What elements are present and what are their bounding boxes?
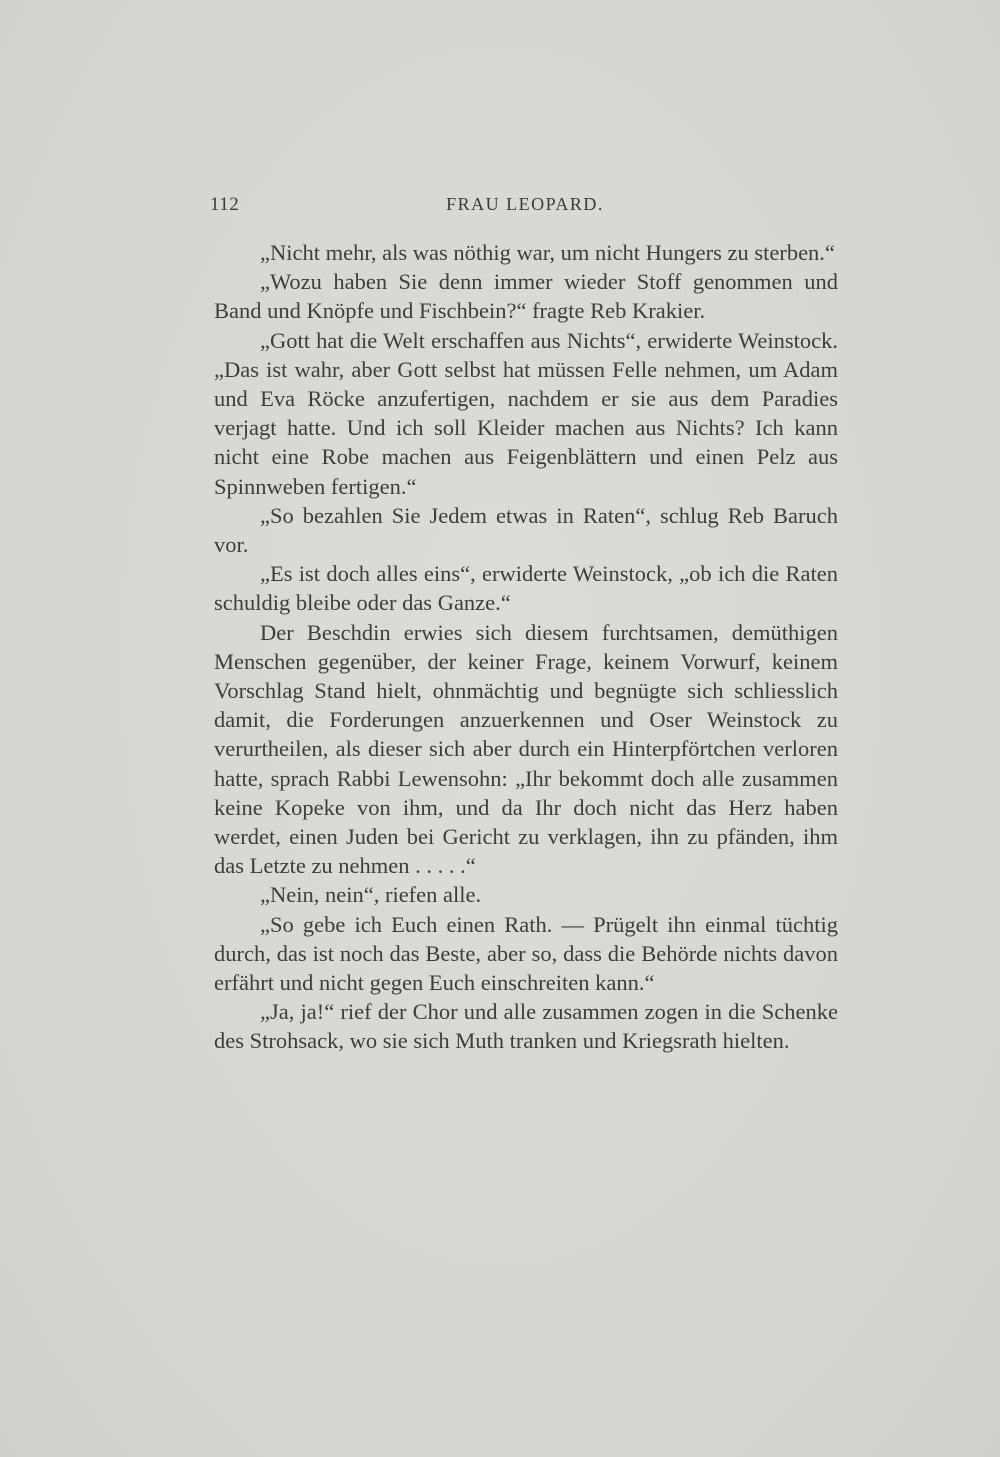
- paragraph: „Wozu haben Sie denn immer wieder Stoff genommen und Band und Knöpfe und Fischbein?“ fragte Reb Krakier.: [214, 269, 838, 324]
- paragraph: „So gebe ich Euch einen Rath. — Prügelt ihn einmal tüchtig durch, das ist noch das Beste, aber so, dass die Behörde nichts davon erfährt und nicht gegen Euch einschreiten kann.“: [214, 911, 838, 996]
- body-text: [214, 238, 838, 1056]
- page-header: [210, 194, 840, 222]
- paragraph: „Es ist doch alles eins“, erwiderte Weinstock, „ob ich die Raten schuldig bleibe oder das Ganze.“: [214, 561, 838, 616]
- page-number: 112: [210, 194, 240, 215]
- paragraph: „So bezahlen Sie Jedem etwas in Raten“, schlug Reb Baruch vor.: [214, 502, 838, 558]
- paragraph: Der Beschdin erwies sich diesem furchtsamen, demüthigen Menschen gegenüber, der keiner Frage, keinem Vorwurf, keinem Vorschlag Stand hielt, ohnmächtig und begnügte sich schliesslich damit, die Forderungen anzuerkennen und Oser Weinstock zu verurtheilen, als dieser sich aber durch ein Hinterpförtchen verloren hatte, sprach Rabbi Lewensohn: „Ihr bekommt doch alle zusammen keine Kopeke von ihm, und da Ihr doch nicht das Herz haben werdet, einen Juden bei Gericht zu verklagen, ihn zu pfänden, ihm das Letzte zu nehmen . . . . .“: [214, 619, 838, 879]
- paragraph: „Gott hat die Welt erschaffen aus Nichts“, erwiderte Weinstock. „Das ist wahr, aber Gott selbst hat müssen Felle nehmen, um Adam und Eva Röcke anzufertigen, nachdem er sie aus dem Paradies verjagt hatte. Und ich soll Kleider machen aus Nichts? Ich kann nicht eine Robe machen aus Feigenblättern und einen Pelz aus Spinnweben fertigen.“: [214, 327, 838, 499]
- paragraph: „Nicht mehr, als was nöthig war, um nicht Hungers zu sterben.“: [260, 240, 835, 265]
- running-title: FRAU LEOPARD.: [446, 194, 604, 214]
- paragraph: „Ja, ja!“ rief der Chor und alle zusammen zogen in die Schenke des Strohsack, wo sie sich Muth tranken und Kriegsrath hielten.: [214, 999, 838, 1054]
- paragraph: „Nein, nein“, riefen alle.: [260, 882, 482, 908]
